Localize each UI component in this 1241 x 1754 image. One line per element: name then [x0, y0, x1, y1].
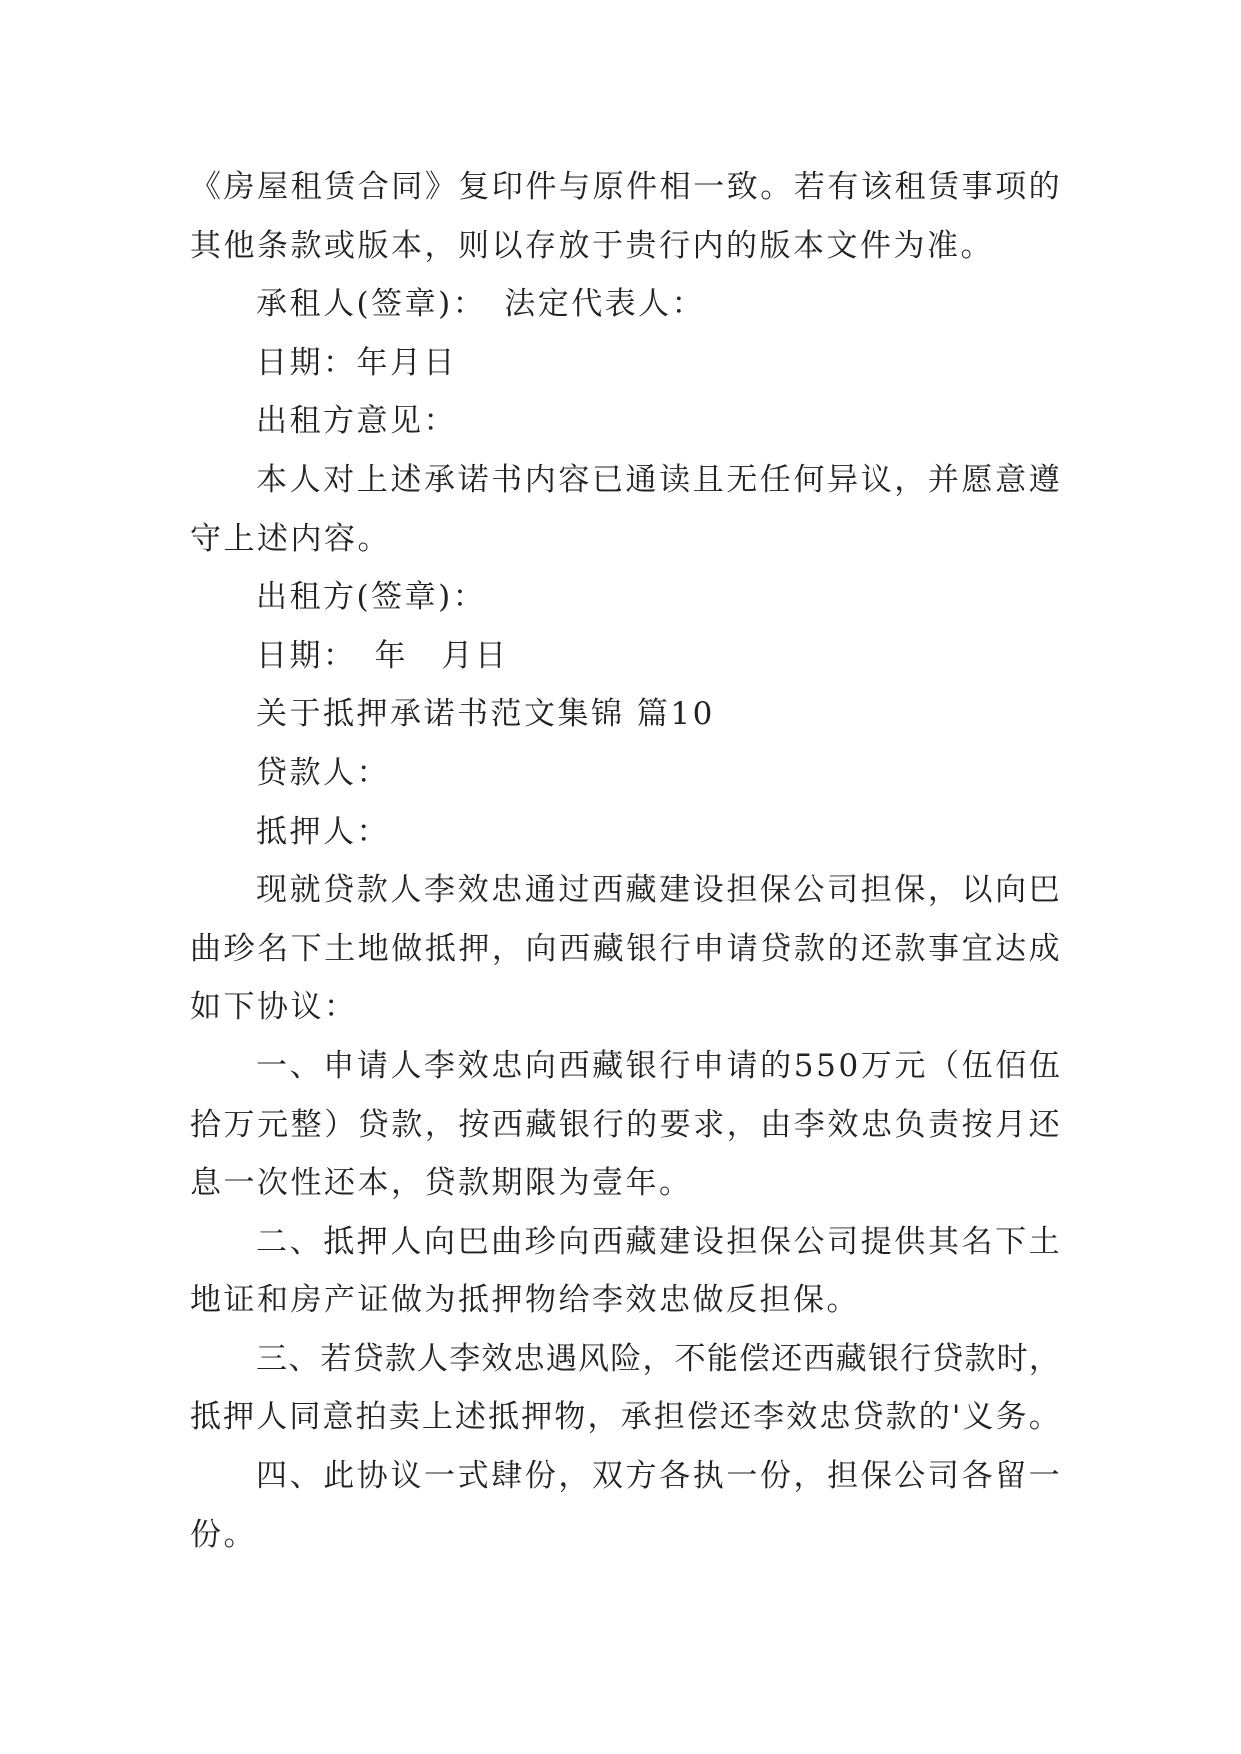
- date-line: 日期： 年 月日: [256, 637, 509, 674]
- text-line: 份。: [190, 1516, 257, 1553]
- document-body: [190, 158, 1060, 1564]
- clause-4: 四 、 此 协 议 一 式 肆 份 ， 双 方 各 执 一 份 ， 担 保 公 司 各 留 一: [256, 1458, 1060, 1495]
- text-line: 守上述内容。: [190, 520, 391, 557]
- text-line: 曲 珍 名 下 土 地 做 抵 押 ， 向 西 藏 银 行 申 请 贷 款 的 还 款 事 宜 达 成: [190, 930, 1060, 967]
- section-title: 关于抵押承诺书范文集锦 篇10: [256, 696, 715, 733]
- text-line: 本 人 对 上 述 承 诺 书 内 容 已 通 读 且 无 任 何 异 议 ， 并 愿 意 遵: [256, 461, 1060, 498]
- date-line: 日期：年月日: [256, 344, 457, 381]
- text-line: 抵 押 人 同 意 拍 卖 上 述 抵 押 物 ， 承 担 偿 还 李 效 忠 贷 款 的 ' 义 务 。: [190, 1399, 1060, 1436]
- clause-2: 二 、 抵 押 人 向 巴 曲 珍 向 西 藏 建 设 担 保 公 司 提 供 其 名 下 土: [256, 1223, 1060, 1260]
- clause-3: 三 、 若 贷 款 人 李 效 忠 遇 风 险 ， 不 能 偿 还 西 藏 银 行 贷 款 时 ，: [256, 1340, 1060, 1377]
- text-line: 如下协议：: [190, 989, 358, 1026]
- text-line: 地证和房产证做为抵押物给李效忠做反担保。: [190, 1282, 860, 1319]
- text-line: 《 房 屋 租 赁 合 同 》 复 印 件 与 原 件 相 一 致 。 若 有 该 租 赁 事 项 的: [190, 169, 1060, 205]
- text-line: 其他条款或版本，则以存放于贵行内的版本文件为准。: [190, 227, 994, 264]
- clause-1: 一 、 申 请 人 李 效 忠 向 西 藏 银 行 申 请 的 5 5 0 万 元 （ 伍 佰 伍: [256, 1047, 1060, 1084]
- lender-line: 贷款人：: [256, 754, 390, 791]
- text-line: 现 就 贷 款 人 李 效 忠 通 过 西 藏 建 设 担 保 公 司 担 保 ， 以 向 巴: [256, 872, 1060, 909]
- mortgagor-line: 抵押人：: [256, 813, 390, 850]
- lessor-signature-line: 出租方(签章)：: [256, 579, 487, 616]
- text-line: 息一次性还本，贷款期限为壹年。: [190, 1165, 693, 1202]
- text-line: 拾 万 元 整 ） 贷 款 ， 按 西 藏 银 行 的 要 求 ， 由 李 效 忠 负 责 按 月 还: [190, 1106, 1060, 1143]
- lessor-opinion-heading: 出租方意见：: [256, 403, 457, 440]
- tenant-signature-line: 承租人(签章)： 法定代表人：: [256, 286, 706, 323]
